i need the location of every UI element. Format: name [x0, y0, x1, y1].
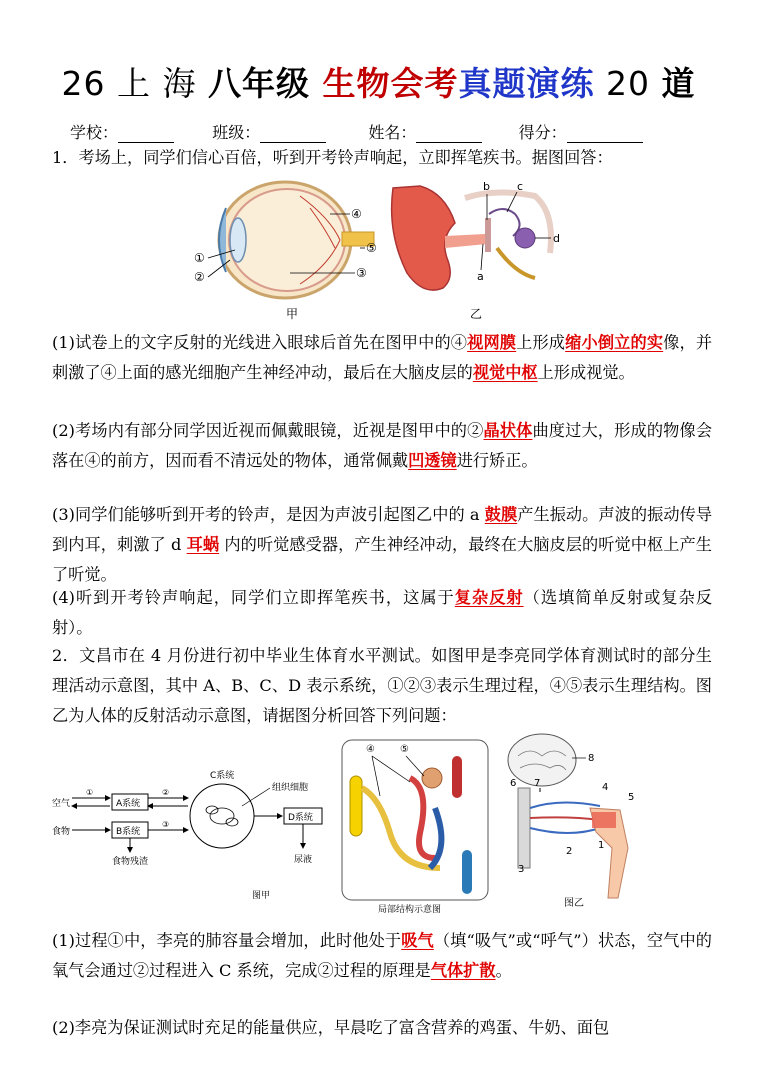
- q1-p2-text-a: (2)考场内有部分同学因近视而佩戴眼镜，近视是图甲中的②: [52, 421, 484, 440]
- name-blank[interactable]: [416, 126, 482, 143]
- school-label: 学校：: [70, 123, 119, 142]
- local-structure-diagram: [340, 738, 490, 916]
- urine-label: 尿液: [294, 855, 313, 865]
- q2-part1: [52, 926, 712, 986]
- ear-caption: 乙: [470, 307, 483, 321]
- local-label-5: ⑤: [400, 744, 409, 755]
- title-grade: 八年级: [207, 64, 323, 103]
- page-title: [0, 58, 757, 105]
- tissue-cell-label: 组织细胞: [272, 783, 309, 793]
- process-1-label: ①: [86, 788, 94, 797]
- spinal-cord: [518, 788, 530, 868]
- title-unit: 道: [661, 64, 696, 103]
- reflex-label-2: 2: [566, 846, 573, 857]
- title-count: 20: [594, 64, 662, 103]
- q1-p3-answer-eardrum: 鼓膜: [484, 505, 518, 524]
- d-system-label: D系统: [288, 813, 313, 823]
- title-practice: 真题演练: [458, 64, 595, 103]
- process-3-label: ③: [162, 820, 170, 829]
- ear-canal: [445, 234, 487, 248]
- q1-p1-answer-image: 缩小倒立的实: [565, 333, 664, 352]
- reflex-label-5: 5: [628, 792, 635, 803]
- alveolus: [422, 768, 442, 788]
- c-system-circle: [190, 784, 254, 848]
- q1-p1-answer-retina: 视网膜: [467, 333, 517, 352]
- title-year-region: 26 上 海: [61, 64, 208, 103]
- artery-tube: [452, 756, 462, 798]
- q1-p3-answer-cochlea: 耳蜗: [186, 535, 220, 554]
- reflex-label-8: 8: [588, 753, 595, 764]
- q1-part1: [52, 328, 712, 388]
- eye-label-3: ③: [356, 266, 367, 280]
- class-blank[interactable]: [260, 126, 326, 143]
- q1-p4-text-a: (4)听到开考铃声响起，同学们立即挥笔疾书，这属于: [52, 588, 455, 607]
- eye-label-2: ②: [194, 270, 205, 284]
- q1-p1-text-d: 上形成视觉。: [537, 363, 635, 382]
- eye-diagram: [190, 178, 390, 316]
- q1-part4: [52, 583, 712, 643]
- eardrum: [485, 218, 491, 252]
- q2-stem: 2．文昌市在 4 月份进行初中毕业生体育水平测试。如图甲是李亮同学体育测试时的部分生理活动示意图，其中 A、B、C、D 表示系统，①②③表示生理过程，④⑤表示生理结构。图乙为人体的反射活动示意图，请据图分析回答下列问题：: [52, 646, 712, 725]
- q1-p2-text-c: 进行矫正。: [456, 451, 538, 470]
- eye-label-4: ④: [351, 207, 362, 221]
- q2-p1-answer-diffusion: 气体扩散: [430, 961, 496, 980]
- q2-part2: (2)李亮为保证测试时充足的能量供应，早晨吃了富含营养的鸡蛋、牛奶、面包: [52, 1018, 610, 1037]
- muscle: [592, 812, 616, 828]
- q2-p1-text-a: (1)过程①中，李亮的肺容量会增加，此时他处于: [52, 931, 402, 950]
- q1-p1-answer-visual-center: 视觉中枢: [472, 363, 538, 382]
- q1-stem: 1．考场上，同学们信心百倍，听到开考铃声响起，立即挥笔疾书。据图回答：: [52, 148, 613, 167]
- process-2-label: ②: [162, 788, 170, 797]
- q1-p3-text-b: 产生振动。声波的振动传导到内耳，刺激了 d: [52, 505, 713, 554]
- c-system-label: C系统: [210, 771, 235, 781]
- diagram-jia-caption: 图甲: [252, 891, 271, 901]
- a-system-label: A系统: [116, 799, 141, 809]
- air-label: 空气: [52, 799, 71, 809]
- name-label: 姓名：: [368, 123, 417, 142]
- score-blank[interactable]: [567, 126, 643, 143]
- q2-p1-text-c: 。: [495, 961, 512, 980]
- eye-label-5: ⑤: [366, 241, 377, 255]
- ear-label-c: c: [517, 180, 524, 193]
- eustachian-tube: [497, 248, 535, 278]
- reflex-caption: 图乙: [564, 898, 584, 909]
- q1-p3-text-c: 内的听觉感受器，产生神经冲动，最终在大脑皮层的听觉中枢上产生了听觉。: [52, 535, 712, 584]
- bronchus-tube: [350, 776, 362, 836]
- eye-caption: 甲: [286, 307, 299, 321]
- reflex-label-4: 4: [602, 782, 609, 793]
- school-blank[interactable]: [118, 126, 174, 143]
- ear-label-d: d: [553, 232, 560, 245]
- q2-p1-text-b: （填“吸气”或“呼气”）状态，空气中的氧气会通过②过程进入 C 系统，完成②过程的原理是: [52, 931, 712, 980]
- score-label: 得分：: [518, 123, 567, 142]
- eye-cornea: [219, 208, 226, 272]
- ear-label-b: b: [483, 180, 490, 193]
- q1-p1-text-b: 上形成: [516, 333, 566, 352]
- b-system-label: B系统: [116, 827, 141, 837]
- q1-p4-text-b: （选填简单反射或复杂反射）。: [52, 588, 713, 637]
- q1-p2-answer-lens: 晶状体: [483, 421, 533, 440]
- semicircular-canals: [489, 209, 520, 236]
- local-structure-caption: 局部结构示意图: [378, 905, 442, 915]
- q1-p2-text-b: 曲度过大，形成的物像会落在④的前方，因而看不清远处的物体，通常佩戴: [52, 421, 713, 470]
- system-flow-diagram: [52, 758, 337, 908]
- food-residue-label: 食物残渣: [112, 857, 149, 867]
- q1-p1-text-c: 像，并刺激了④上面的感光细胞产生神经冲动，最后在大脑皮层的: [52, 333, 713, 382]
- q1-p2-answer-concave: 凹透镜: [408, 451, 457, 470]
- local-label-4: ④: [366, 744, 375, 755]
- cochlea: [515, 228, 535, 248]
- brain: [508, 734, 576, 786]
- q1-part3: [52, 500, 712, 590]
- reflex-label-1: 1: [598, 840, 605, 851]
- q2-p1-answer-inhale: 吸气: [401, 931, 434, 950]
- title-subject: 生物会考: [322, 64, 459, 103]
- reflex-label-7: 7: [534, 778, 541, 789]
- class-label: 班级：: [212, 123, 261, 142]
- ear-label-a: a: [477, 270, 484, 283]
- q1-p3-text-a: (3)同学们能够听到开考的铃声，是因为声波引起图乙中的 a: [52, 505, 485, 524]
- eye-lens: [230, 218, 246, 262]
- reflex-label-6: 6: [510, 778, 517, 789]
- q1-p4-answer-reflex: 复杂反射: [454, 588, 524, 607]
- q1-part2: [52, 416, 712, 476]
- eye-label-1: ①: [194, 251, 205, 265]
- q1-p1-text-a: (1)试卷上的文字反射的光线进入眼球后首先在图甲中的④: [52, 333, 468, 352]
- food-label: 食物: [52, 827, 71, 837]
- student-info-row: [70, 120, 710, 143]
- reflex-diagram: [500, 728, 650, 916]
- reflex-label-3: 3: [518, 864, 525, 875]
- vein-tube: [462, 850, 472, 894]
- ear-diagram: [385, 178, 570, 303]
